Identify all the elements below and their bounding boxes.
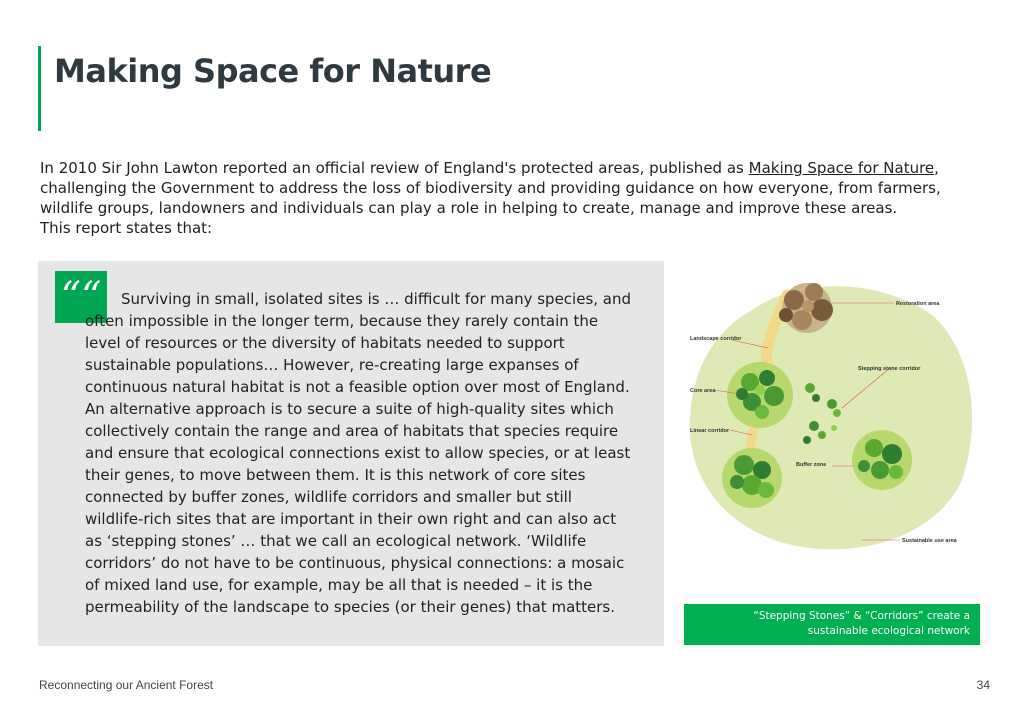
ecological-network-diagram (682, 270, 982, 570)
label-restoration-area: Restoration area (896, 301, 940, 307)
title-accent-bar (38, 46, 41, 131)
caption-line-1: “Stepping Stones” & “Corridors” create a (753, 610, 970, 622)
making-space-for-nature-link[interactable]: Making Space for Nature (748, 159, 935, 177)
caption-line-2: sustainable ecological network (807, 625, 970, 637)
footer-title: Reconnecting our Ancient Forest (39, 678, 214, 692)
quote-text: Surviving in small, isolated sites is … difficult for many species, and often impossible in the longer term, because they rarely contain the level of resources or the diversity of habitats needed to support sustainable populations… However, re-creating large expanses of continuous natural habitat is not a feasible option over most of England. An alternative approach is to secure a suite of high-quality sites which collectively contain the range and area of habitats that species require and ensure that ecological connections exist to allow species, or at least their genes, to move between them. It is this network of core sites connected by buffer zones, wildlife corridors and smaller but still wildlife-rich sites that are important in their own right and can also act as ‘stepping stones’ … that we call an ecological network. ‘Wildlife corridors’ do not have to be continuous, physical connections: a mosaic of mixed land use, for example, may be all that is needed – it is the permeability of the landscape to species (or their genes) that matters. (85, 290, 632, 616)
core-area (727, 362, 793, 428)
intro-text-2: , challenging the Government to address the loss of biodiversity and providing guidance on how everyone, from farmers, wildlife groups, landowners and individuals can play a role in helping to create, manage and improve these areas. (40, 159, 941, 217)
diagram-caption (684, 604, 980, 645)
page-title: Making Space for Nature (54, 52, 492, 90)
intro-text-1: In 2010 Sir John Lawton reported an official review of England's protected areas, published as (40, 159, 749, 177)
intro-closing: This report states that: (40, 219, 213, 237)
intro-paragraph (40, 158, 970, 238)
label-core-area: Core area (690, 388, 716, 394)
page-number: 34 (976, 678, 990, 692)
label-landscape-corridor: Landscape corridor (690, 336, 742, 342)
label-stepping-stone-corridor: Stepping stone corridor (858, 366, 921, 372)
quote-box (38, 261, 664, 646)
lower-core-area (722, 448, 782, 508)
label-buffer-zone: Buffer zone (796, 462, 827, 468)
buffer-zone (852, 430, 912, 490)
quote-icon: ““ (55, 271, 107, 323)
sustainable-use-land (690, 286, 972, 549)
label-linear-corridor: Linear corridor (690, 428, 730, 434)
label-sustainable-use-area: Sustainable use area (902, 538, 957, 544)
